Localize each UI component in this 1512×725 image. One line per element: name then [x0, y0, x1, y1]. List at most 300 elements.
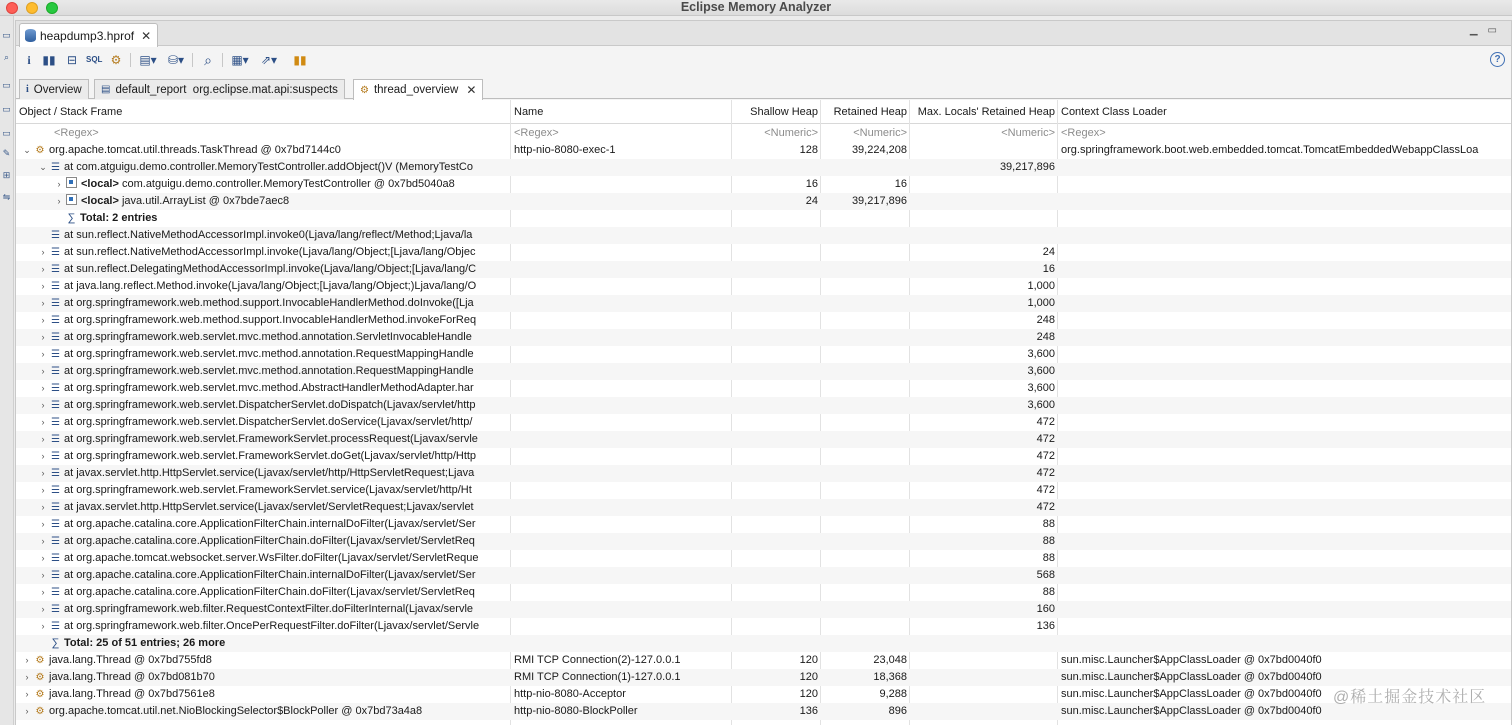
- retained-heap-cell: [821, 431, 910, 448]
- max-locals-cell: [910, 142, 1058, 159]
- stack-frame-icon: ☰: [51, 400, 60, 411]
- shallow-heap-cell: [732, 346, 821, 363]
- thread-name-cell: http-nio-8080-BlockPoller: [514, 705, 638, 717]
- retained-heap-cell: [821, 159, 910, 176]
- thread-name-cell: [511, 516, 732, 533]
- thread-row[interactable]: [16, 669, 1511, 686]
- max-locals-cell: 472: [1036, 450, 1055, 462]
- object-cell: [16, 703, 511, 720]
- filter-cell[interactable]: <Regex>: [1061, 127, 1106, 139]
- filter-cell[interactable]: <Regex>: [54, 127, 99, 139]
- table-row[interactable]: [16, 533, 1511, 550]
- filter-cell[interactable]: <Regex>: [514, 127, 559, 139]
- object-label: org.apache.tomcat.util.net.NioBlockingSelector$BlockPoller @ 0x7bd73a4a8: [49, 705, 423, 717]
- class-loader-cell: [1058, 567, 1511, 584]
- restore-icon[interactable]: ▭: [2, 104, 11, 114]
- chevron-right-icon[interactable]: ›: [25, 655, 29, 665]
- object-cell: [16, 312, 511, 329]
- shallow-heap-cell: [732, 618, 821, 635]
- thread-name-cell: http-nio-8080-exec-1: [514, 144, 616, 156]
- chevron-right-icon[interactable]: ›: [41, 451, 45, 461]
- object-label: at org.springframework.web.filter.OncePerRequestFilter.doFilter(Ljavax/servlet/Servle: [64, 620, 480, 632]
- max-locals-cell: 88: [1042, 535, 1055, 547]
- compare-icon[interactable]: ⇋: [2, 192, 11, 202]
- table-header: [16, 100, 1511, 124]
- retained-heap-cell: [821, 278, 910, 295]
- thread-icon: ⚙: [35, 655, 45, 666]
- retained-heap-cell: 896: [888, 705, 907, 717]
- chevron-right-icon[interactable]: ›: [41, 315, 45, 325]
- retained-heap-cell: [821, 601, 910, 618]
- info-icon: i: [26, 84, 29, 95]
- watermark: @稀土掘金技术社区: [1333, 689, 1487, 706]
- thread-name-cell: RMI TCP Connection(2)-127.0.0.1: [514, 654, 681, 666]
- chevron-right-icon[interactable]: ›: [41, 332, 45, 342]
- class-loader-cell: [1058, 261, 1511, 278]
- object-label: at org.springframework.web.servlet.DispatcherServlet.doDispatch(Ljavax/servlet/http: [64, 399, 476, 411]
- thread-name-cell: [511, 193, 732, 210]
- thread-name-cell: [511, 482, 732, 499]
- thread-name-cell: [511, 533, 732, 550]
- shallow-heap-cell: 120: [799, 688, 818, 700]
- retained-heap-cell: [821, 380, 910, 397]
- thread-name-cell: [511, 465, 732, 482]
- object-cell: [16, 686, 511, 703]
- stack-frame-icon: ☰: [51, 247, 60, 258]
- notes-icon[interactable]: ✎: [2, 148, 11, 158]
- max-locals-cell: [910, 210, 1058, 227]
- class-loader-cell: [1058, 465, 1511, 482]
- object-label: java.util.ArrayList @ 0x7bde7aec8: [118, 195, 290, 207]
- info-icon[interactable]: i: [27, 53, 31, 67]
- column-header-retained-heap[interactable]: Retained Heap: [833, 106, 907, 118]
- retained-heap-cell: [821, 346, 910, 363]
- class-loader-cell: [1058, 397, 1511, 414]
- thread-name-cell: [511, 380, 732, 397]
- class-loader-cell: sun.misc.Launcher$AppClassLoader @ 0x7bd0040f0: [1061, 671, 1322, 683]
- retained-heap-cell: 39,217,896: [851, 195, 907, 207]
- table-row[interactable]: [16, 618, 1511, 635]
- object-cell: [16, 159, 511, 176]
- thread-name-cell: [511, 295, 732, 312]
- filter-row: [16, 125, 1511, 142]
- search-icon[interactable]: ⌕: [3, 52, 10, 62]
- class-loader-cell: [1058, 227, 1511, 244]
- max-locals-cell: 1,000: [1027, 280, 1055, 292]
- restore-icon[interactable]: ▭: [2, 80, 11, 90]
- chevron-right-icon[interactable]: ›: [25, 672, 29, 682]
- max-locals-cell: [910, 686, 1058, 703]
- thread-name-cell: [511, 363, 732, 380]
- object-label: Total: 25 of 51 entries; 26 more: [64, 637, 226, 649]
- thread-name-cell: [511, 312, 732, 329]
- window-title: Eclipse Memory Analyzer: [680, 0, 832, 14]
- table-row[interactable]: [16, 516, 1511, 533]
- shallow-heap-cell: [732, 516, 821, 533]
- retained-heap-cell: [821, 618, 910, 635]
- chevron-right-icon[interactable]: ›: [41, 468, 45, 478]
- max-locals-cell: [910, 176, 1058, 193]
- filter-cell[interactable]: <Numeric>: [853, 127, 907, 139]
- object-cell: [16, 465, 511, 482]
- retained-heap-cell: 23,048: [873, 654, 907, 666]
- shallow-heap-cell: [732, 431, 821, 448]
- shallow-heap-cell: [732, 312, 821, 329]
- thread-icon: ⚙: [35, 145, 45, 156]
- thread-name-cell: [511, 618, 732, 635]
- chevron-right-icon[interactable]: ›: [41, 298, 45, 308]
- close-tab-icon[interactable]: ✕: [466, 83, 477, 97]
- table-row[interactable]: [16, 550, 1511, 567]
- retained-heap-cell: [821, 244, 910, 261]
- filter-cell[interactable]: <Numeric>: [764, 127, 818, 139]
- retained-heap-cell: 18,368: [873, 671, 907, 683]
- chevron-right-icon[interactable]: ›: [57, 179, 61, 189]
- maximize-icon[interactable]: ▭: [1487, 25, 1497, 36]
- tab-default-report[interactable]: [94, 79, 345, 99]
- histogram-icon[interactable]: ▮▮: [42, 53, 56, 67]
- object-cell: [16, 482, 511, 499]
- stack-frame-icon: ☰: [51, 434, 60, 445]
- restore-icon[interactable]: ▭: [2, 128, 11, 138]
- thread-overview-table: [16, 100, 1511, 725]
- thread-name-cell: [511, 431, 732, 448]
- stack-frame-icon: ☰: [51, 383, 60, 394]
- retained-heap-cell: [821, 363, 910, 380]
- max-locals-cell: 3,600: [1027, 348, 1055, 360]
- max-locals-cell: [910, 652, 1058, 669]
- chevron-right-icon[interactable]: ›: [41, 349, 45, 359]
- object-cell: [16, 499, 511, 516]
- chevron-down-icon[interactable]: ⌄: [39, 162, 47, 172]
- retained-heap-cell: [821, 414, 910, 431]
- table-row[interactable]: [16, 584, 1511, 601]
- object-label: java.lang.Thread @ 0x7bd755fd8: [49, 654, 212, 666]
- object-label: at org.apache.catalina.core.ApplicationFilterChain.doFilter(Ljavax/servlet/ServletReq: [64, 535, 475, 547]
- max-locals-cell: 472: [1036, 416, 1055, 428]
- table-row[interactable]: [16, 499, 1511, 516]
- object-label: at org.springframework.web.filter.RequestContextFilter.doFilterInternal(Ljavax/servle: [64, 603, 474, 615]
- stack-frame-icon: ☰: [51, 298, 60, 309]
- stack-frame-icon: ☰: [51, 485, 60, 496]
- chevron-right-icon[interactable]: ›: [57, 196, 61, 206]
- total-row[interactable]: [16, 210, 1511, 227]
- chevron-right-icon[interactable]: ›: [41, 434, 45, 444]
- object-label: at org.springframework.web.servlet.DispatcherServlet.doService(Ljavax/servlet/http/: [64, 416, 473, 428]
- retained-heap-cell: [821, 635, 910, 652]
- chevron-right-icon[interactable]: ›: [41, 553, 45, 563]
- max-locals-cell: 16: [1042, 263, 1055, 275]
- close-tab-icon[interactable]: ✕: [141, 28, 152, 43]
- object-cell: [16, 142, 511, 159]
- object-label: at org.apache.tomcat.websocket.server.WsFilter.doFilter(Ljavax/servlet/ServletReque: [64, 552, 479, 564]
- table-row[interactable]: [16, 448, 1511, 465]
- chevron-right-icon[interactable]: ›: [41, 264, 45, 274]
- object-cell: [16, 193, 511, 210]
- max-locals-cell: 472: [1036, 501, 1055, 513]
- max-locals-cell: 472: [1036, 467, 1055, 479]
- max-locals-cell: 3,600: [1027, 399, 1055, 411]
- table-row[interactable]: [16, 431, 1511, 448]
- class-loader-cell: [1058, 210, 1511, 227]
- local-tag: <local>: [81, 195, 119, 207]
- object-label: at sun.reflect.NativeMethodAccessorImpl.invoke0(Ljava/lang/reflect/Method;Ljava/la: [64, 229, 473, 241]
- object-cell: [16, 295, 511, 312]
- column-header-object[interactable]: Object / Stack Frame: [19, 106, 123, 118]
- object-cell: [16, 397, 511, 414]
- shallow-heap-cell: [732, 584, 821, 601]
- object-cell: [16, 448, 511, 465]
- table-row[interactable]: [16, 244, 1511, 261]
- heap-dump-icon: [25, 29, 36, 42]
- chevron-right-icon[interactable]: ›: [41, 485, 45, 495]
- object-cell: [16, 567, 511, 584]
- chevron-right-icon[interactable]: ›: [41, 383, 45, 393]
- table-row[interactable]: [16, 295, 1511, 312]
- class-loader-cell: org.springframework.boot.web.embedded.tomcat.TomcatEmbeddedWebappClassLoa: [1061, 144, 1479, 156]
- local-variable-icon: [66, 177, 77, 188]
- object-label: at org.springframework.web.servlet.FrameworkServlet.service(Ljavax/servlet/http/Ht: [64, 484, 472, 496]
- stack-frame-icon: ☰: [51, 230, 60, 241]
- class-loader-cell: sun.misc.Launcher$AppClassLoader @ 0x7bd0040f0: [1061, 688, 1322, 700]
- export-icon[interactable]: ⇗▾: [260, 53, 278, 67]
- object-label: at java.lang.reflect.Method.invoke(Ljava/lang/Object;[Ljava/lang/Object;)Ljava/lang/O: [64, 280, 477, 292]
- tab-label: Overview: [33, 83, 82, 96]
- filter-cell[interactable]: <Numeric>: [1001, 127, 1055, 139]
- object-label: at org.springframework.web.servlet.mvc.method.AbstractHandlerMethodAdapter.har: [64, 382, 474, 394]
- class-loader-cell: [1058, 176, 1511, 193]
- object-label: at org.springframework.web.servlet.FrameworkServlet.processRequest(Ljavax/servle: [64, 433, 478, 445]
- object-label: at org.springframework.web.servlet.FrameworkServlet.doGet(Ljavax/servlet/http/Http: [64, 450, 477, 462]
- chevron-right-icon[interactable]: ›: [41, 400, 45, 410]
- class-loader-cell: [1058, 635, 1511, 652]
- thread-name-cell: [511, 261, 732, 278]
- chevron-right-icon[interactable]: ›: [41, 502, 45, 512]
- toolbar: [16, 47, 1511, 73]
- table-row[interactable]: [16, 176, 1511, 193]
- table-row[interactable]: [16, 414, 1511, 431]
- object-cell: [16, 244, 511, 261]
- shallow-heap-cell: 24: [805, 195, 818, 207]
- table-row[interactable]: [16, 601, 1511, 618]
- object-cell: [16, 261, 511, 278]
- chevron-right-icon[interactable]: ›: [25, 706, 29, 716]
- minimize-icon[interactable]: ▁: [1469, 25, 1478, 36]
- class-loader-cell: sun.misc.Launcher$AppClassLoader @ 0x7bd0040f0: [1061, 705, 1322, 717]
- column-header-name[interactable]: Name: [514, 106, 544, 118]
- restore-icon[interactable]: ▭: [2, 30, 11, 40]
- thread-name-cell: [511, 278, 732, 295]
- sum-icon: ∑: [67, 212, 76, 224]
- object-label: Total: 2 entries: [80, 212, 158, 224]
- thread-name-cell: [511, 227, 732, 244]
- retained-heap-cell: 39,224,208: [851, 144, 907, 156]
- chevron-right-icon[interactable]: ›: [41, 366, 45, 376]
- thread-name-cell: [511, 346, 732, 363]
- max-locals-cell: [910, 669, 1058, 686]
- max-locals-cell: 248: [1036, 314, 1055, 326]
- shallow-heap-cell: [732, 448, 821, 465]
- chevron-down-icon[interactable]: ⌄: [23, 145, 31, 155]
- shallow-heap-cell: [732, 210, 821, 227]
- gear-icon: ⚙: [360, 84, 369, 96]
- object-label: at org.apache.catalina.core.ApplicationFilterChain.internalDoFilter(Ljavax/servlet/Ser: [64, 518, 476, 530]
- shallow-heap-cell: [732, 261, 821, 278]
- retained-heap-cell: [821, 329, 910, 346]
- help-icon[interactable]: ?: [1490, 52, 1505, 67]
- object-label: at org.springframework.web.servlet.mvc.method.annotation.ServletInvocableHandle: [64, 331, 472, 343]
- object-cell: [16, 618, 511, 635]
- object-label: com.atguigu.demo.controller.MemoryTestController @ 0x7bd5040a8: [118, 178, 455, 190]
- table-row[interactable]: [16, 261, 1511, 278]
- stack-frame-icon: ☰: [51, 417, 60, 428]
- chevron-right-icon[interactable]: ›: [41, 247, 45, 257]
- shallow-heap-cell: [732, 601, 821, 618]
- stack-frame-icon: ☰: [51, 468, 60, 479]
- retained-heap-cell: [821, 210, 910, 227]
- object-cell: [16, 176, 511, 193]
- table-row[interactable]: [16, 363, 1511, 380]
- shallow-heap-cell: 16: [805, 178, 818, 190]
- class-loader-cell: [1058, 448, 1511, 465]
- shallow-heap-cell: [732, 295, 821, 312]
- table-row[interactable]: [16, 329, 1511, 346]
- local-variable-icon: [66, 194, 77, 205]
- max-locals-cell: 1,000: [1027, 297, 1055, 309]
- max-locals-cell: [910, 703, 1058, 720]
- object-label: at javax.servlet.http.HttpServlet.service(Ljavax/servlet/ServletRequest;Ljavax/servlet: [64, 501, 474, 513]
- retained-heap-cell: [821, 295, 910, 312]
- stack-frame-icon: ☰: [51, 451, 60, 462]
- thread-overview-icon[interactable]: ⚙: [110, 53, 122, 67]
- thread-row[interactable]: [16, 686, 1511, 703]
- column-header-shallow-heap[interactable]: Shallow Heap: [750, 106, 818, 118]
- class-loader-cell: [1058, 312, 1511, 329]
- stack-frame-icon: ☰: [51, 502, 60, 513]
- max-locals-cell: [910, 227, 1058, 244]
- chevron-right-icon[interactable]: ›: [41, 536, 45, 546]
- thread-name-cell: [511, 550, 732, 567]
- stack-frame-icon: ☰: [51, 570, 60, 581]
- class-loader-cell: [1058, 346, 1511, 363]
- heap-dump-overview-icon[interactable]: ▦▾: [231, 53, 249, 67]
- tab-thread-overview[interactable]: [353, 79, 483, 100]
- object-label: at sun.reflect.DelegatingMethodAccessorImpl.invoke(Ljava/lang/Object;[Ljava/lang/C: [64, 263, 477, 275]
- dominator-tree-icon[interactable]: ⊟: [66, 53, 78, 67]
- table-row[interactable]: [16, 312, 1511, 329]
- shallow-heap-cell: [732, 533, 821, 550]
- retained-heap-cell: [821, 499, 910, 516]
- stack-frame-icon: ☰: [51, 519, 60, 530]
- object-cell: [16, 669, 511, 686]
- table-row[interactable]: [16, 346, 1511, 363]
- retained-heap-cell: [821, 567, 910, 584]
- thread-row[interactable]: [16, 703, 1511, 720]
- stack-frame-icon: ☰: [51, 332, 60, 343]
- chevron-right-icon[interactable]: ›: [25, 689, 29, 699]
- retained-heap-cell: [821, 533, 910, 550]
- thread-row[interactable]: [16, 652, 1511, 669]
- thread-name-cell: [511, 448, 732, 465]
- max-locals-cell: 472: [1036, 433, 1055, 445]
- table-row[interactable]: [16, 193, 1511, 210]
- query-browser-icon[interactable]: ⛁▾: [167, 53, 185, 67]
- object-cell: [16, 550, 511, 567]
- chevron-right-icon[interactable]: ›: [41, 519, 45, 529]
- thread-name-cell: [511, 329, 732, 346]
- class-loader-cell: [1058, 550, 1511, 567]
- table-row[interactable]: [16, 397, 1511, 414]
- object-label: org.apache.tomcat.util.threads.TaskThread @ 0x7bd7144c0: [49, 144, 341, 156]
- max-locals-cell: [910, 635, 1058, 652]
- chevron-right-icon[interactable]: ›: [41, 621, 45, 631]
- stack-frame-icon: ☰: [51, 264, 60, 275]
- total-row[interactable]: [16, 635, 1511, 652]
- table-row[interactable]: [16, 278, 1511, 295]
- column-header-class-loader[interactable]: Context Class Loader: [1061, 106, 1167, 118]
- table-row[interactable]: [16, 380, 1511, 397]
- shallow-heap-cell: [732, 244, 821, 261]
- shallow-heap-cell: [732, 635, 821, 652]
- max-locals-cell: 136: [1036, 620, 1055, 632]
- run-report-icon[interactable]: ▤▾: [139, 53, 157, 67]
- class-loader-cell: [1058, 363, 1511, 380]
- class-loader-cell: [1058, 533, 1511, 550]
- shallow-heap-cell: [732, 550, 821, 567]
- shallow-heap-cell: [732, 227, 821, 244]
- chevron-right-icon[interactable]: ›: [41, 604, 45, 614]
- retained-heap-cell: [821, 465, 910, 482]
- editor-tab-heapdump[interactable]: [19, 23, 158, 47]
- thread-name-cell: [511, 414, 732, 431]
- search-icon[interactable]: ⌕: [204, 52, 212, 68]
- tab-overview[interactable]: [19, 79, 89, 99]
- sum-icon: ∑: [51, 637, 60, 649]
- table-row[interactable]: [16, 482, 1511, 499]
- chevron-right-icon[interactable]: ›: [41, 587, 45, 597]
- oql-icon[interactable]: SQL: [86, 55, 103, 64]
- navigation-icon[interactable]: ⊞: [2, 170, 11, 180]
- table-row[interactable]: [16, 465, 1511, 482]
- table-row[interactable]: [16, 159, 1511, 176]
- object-label: java.lang.Thread @ 0x7bd081b70: [49, 671, 215, 683]
- object-label: at org.springframework.web.servlet.mvc.method.annotation.RequestMappingHandle: [64, 348, 474, 360]
- class-loader-cell: [1058, 584, 1511, 601]
- retained-heap-cell: [821, 516, 910, 533]
- class-loader-cell: [1058, 244, 1511, 261]
- table-row[interactable]: [16, 227, 1511, 244]
- retained-heap-cell: 9,288: [879, 688, 907, 700]
- chevron-right-icon[interactable]: ›: [41, 417, 45, 427]
- retained-heap-cell: [821, 261, 910, 278]
- editor-tab-bar: [16, 21, 1511, 46]
- thread-name-cell: [511, 176, 732, 193]
- table-row[interactable]: [16, 567, 1511, 584]
- window-title-bar: [0, 0, 1512, 16]
- max-locals-cell: 3,600: [1027, 365, 1055, 377]
- chevron-right-icon[interactable]: ›: [41, 281, 45, 291]
- thread-row[interactable]: [16, 142, 1511, 159]
- class-loader-cell: [1058, 482, 1511, 499]
- object-cell: [16, 227, 511, 244]
- stack-frame-icon: ☰: [51, 315, 60, 326]
- chevron-right-icon[interactable]: ›: [41, 570, 45, 580]
- calculate-retained-icon[interactable]: ▮▮: [293, 53, 307, 67]
- column-header-max-locals[interactable]: Max. Locals' Retained Heap: [917, 106, 1055, 118]
- thread-name-cell: [511, 567, 732, 584]
- editor-area: [15, 20, 1512, 725]
- retained-heap-cell: [821, 227, 910, 244]
